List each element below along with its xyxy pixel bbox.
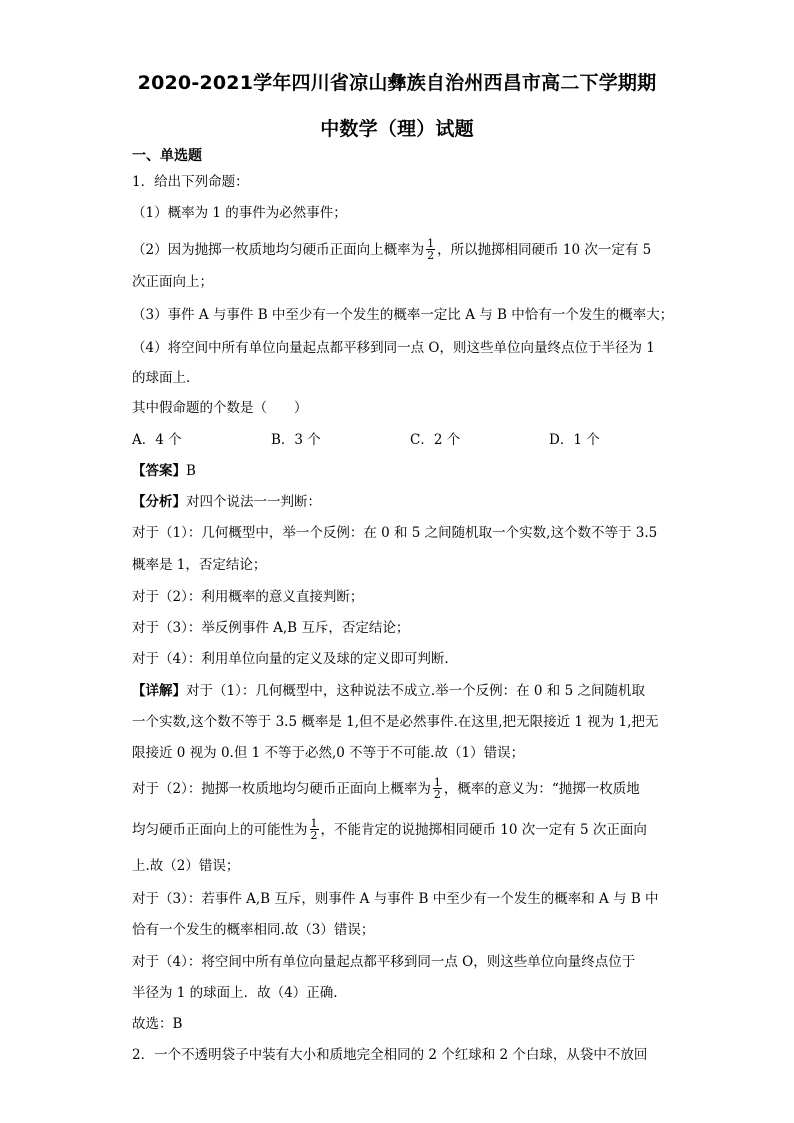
q2-stem: 2．一个不透明袋子中装有大小和质地完全相同的 2 个红球和 2 个白球，从袋中不放回 <box>132 1047 648 1063</box>
answer-value: B <box>186 463 196 479</box>
analysis-1-cont: 概率是 1，否定结论； <box>132 557 267 573</box>
q1-question: 其中假命题的个数是（ ） <box>132 400 308 416</box>
detail-tag: 【详解】 <box>132 683 186 699</box>
option-a: A．4 个 <box>132 432 182 448</box>
answer-tag: 【答案】 <box>132 463 186 479</box>
fraction-half: $\frac{1}{2}$ <box>433 776 441 801</box>
analysis-3: 对于（3）：举反例事件 A,B 互斥，否定结论； <box>132 620 410 636</box>
choose-line: 故选：B <box>132 1016 183 1032</box>
detail-4-cont: 半径为 1 的球面上．故（4）正确. <box>132 985 338 1001</box>
q1-stem: 1．给出下列命题： <box>132 174 249 190</box>
fraction-half: $\frac{1}{2}$ <box>310 817 318 842</box>
q1-prop3: （3）事件 A 与事件 B 中至少有一个发生的概率一定比 A 与 B 中恰有一个发生的概率大； <box>132 307 674 323</box>
detail-line: 【详解】对于（1）：几何概型中，这种说法不成立.举一个反例：在 0 和 5 之间随机取 <box>132 683 645 699</box>
detail-4: 对于（4）：将空间中所有单位向量起点都平移到同一点 O，则这些单位向量终点位于 <box>132 954 636 970</box>
q1-prop4: （4）将空间中所有单位向量起点都平移到同一点 O，则这些单位向量终点位于半径为 1 <box>132 340 655 356</box>
detail-3-cont: 恰有一个发生的概率相同.故（3）错误； <box>132 922 375 938</box>
detail-1-cont2: 限接近 0 视为 0.但 1 不等于必然,0 不等于不可能.故（1）错误； <box>132 745 525 761</box>
analysis-2: 对于（2）：利用概率的意义直接判断； <box>132 589 364 605</box>
analysis-tag: 【分析】 <box>132 494 186 510</box>
detail-2-cont: 均匀硬币正面向上的可能性为 $\frac{1}{2}$ ，不能肯定的说抛掷相同硬币 10 次一定有 5 次正面向 <box>132 817 647 842</box>
detail-1-cont: 一个实数,这个数不等于 3.5 概率是 1,但不是必然事件.在这里,把无限接近 1 视为 1,把无 <box>132 714 659 730</box>
analysis-line: 【分析】对四个说法一一判断： <box>132 494 321 510</box>
q1-prop2-cont: 次正面向上； <box>132 274 213 290</box>
fraction-half: $\frac{1}{2}$ <box>427 237 435 262</box>
page-title-line2: 中数学（理）试题 <box>320 118 474 140</box>
q1-prop1: （1）概率为 1 的事件为必然事件； <box>132 205 347 221</box>
answer-line <box>132 461 672 481</box>
analysis-4: 对于（4）：利用单位向量的定义及球的定义即可判断. <box>132 651 449 667</box>
page-title-line1: 2020-2021学年四川省凉山彝族自治州西昌市高二下学期期 <box>137 72 657 94</box>
detail-2-cont2: 上.故（2）错误； <box>132 858 240 874</box>
section-heading: 一、单选题 <box>132 148 202 164</box>
q1-prop2: （2）因为抛掷一枚质地均匀硬币正面向上概率为 $\frac{1}{2}$ ，所以抛掷相同硬币 10 次一定有 5 <box>132 237 652 262</box>
option-d: D．1 个 <box>549 432 600 448</box>
q1-prop4-cont: 的球面上． <box>132 370 200 386</box>
detail-2: 对于（2）：抛掷一枚质地均匀硬币正面向上概率为 $\frac{1}{2}$ ，概率的意义为：“抛掷一枚质地 <box>132 776 640 801</box>
option-b: B．3 个 <box>271 432 321 448</box>
option-c: C．2 个 <box>410 432 461 448</box>
analysis-1: 对于（1）：几何概型中，举一个反例：在 0 和 5 之间随机取一个实数,这个数不等于 3.5 <box>132 525 658 541</box>
detail-3: 对于（3）：若事件 A,B 互斥，则事件 A 与事件 B 中至少有一个发生的概率和 A 与 B 中 <box>132 891 659 907</box>
